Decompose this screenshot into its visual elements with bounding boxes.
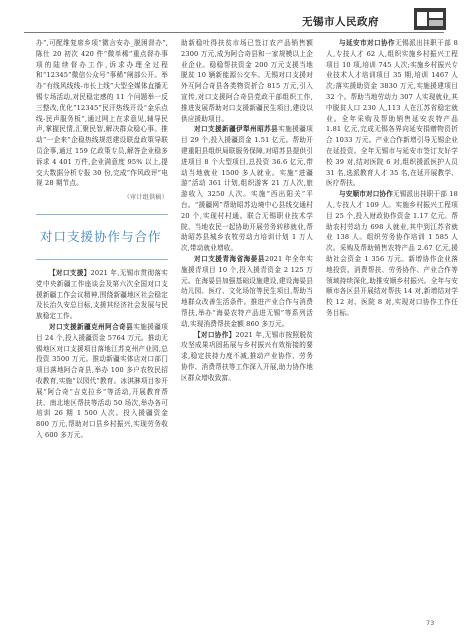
paragraph-text: 2021 年全年实施援青项目 10 个,投入援青资金 2 125 万元。在海晏县加强基础设施建设,建设海晏县幼儿园、医疗、文化场馆等民生项目,帮助当地群众改善生活条件。推进产业合作与消费帮扶,举办“海晏农特产品进无锡”等系列活动,实现消费帮扶金额 860 多万元。 [181,254,314,328]
paragraph-lead: 对口支援新疆克州阿合奇县 [49,322,134,331]
page-number: 73 [426,619,435,627]
body-paragraph [181,124,313,254]
section-title: 对口支援协作与合作 [40,228,162,244]
section-heading-box [36,214,168,260]
paragraph-text: 无锡派出挂职干部 18 人,专技人才 109 人。实施乡村振兴工程项目 25 个,投入财政协作资金 1.17 亿元。帮助农村劳动力 698 人就业,其中到江苏省就业 138 人。组织劳务协作培训 1 585 人次。采购及帮助销售农特产品 2.67 亿元,援助社会资金 1 356 万元。新增协作企业落地投资。消费帮扶、劳务协作、产业合作等领域持续深化,助推安顺乡村振兴。全年与安顺市各区县开展结对帮扶 14 对,新增结对学校 12 对、医院 8 对,实现对口协作工作任务目标。 [326,190,458,317]
paragraph-text: 2021 年,无锡市按照脱贫攻坚成果巩固拓展与乡村振兴有效衔接的要求,稳定扶持力度不减,推动产业协作、劳务协作、消费帮扶等工作深入开展,助力协作地区群众增收致富。 [181,330,313,382]
column-middle [181,38,313,384]
paragraph-lead: 与延安市对口协作 [339,39,396,47]
paragraph-lead: 【对口支援】 [49,268,91,277]
paragraph-text: 实施援疆项目 29 个,投入援疆资金 1.51 亿元。帮助开建重阳县组织局联服务保障,对昭苏县提供引进项目 8 个大型项目,总投资 36.6 亿元,带动当地就业 1500 多人就业。实施“进疆游”活动 361 计划,组织游客 21 万人次,旅游收入 3250 人次。实施“西出阳关”平台。“援疆网”帮助昭苏边境中心县线交通村 20 个,实现村村通。联合无锡职业技术学院、当地农民一起协助开展劳务转移就业,帮助昭苏县城乡农牧劳动力培训计划 1 万人次,带动就业增收。 [181,125,313,253]
column-left [36,38,168,441]
header-rule [24,32,444,33]
publication-logo-icon [414,8,446,30]
paragraph-lead: 【对口协作】 [194,330,236,339]
header-title: 无锡市人民政府 [302,16,379,28]
body-paragraph [326,38,458,189]
body-paragraph: 助新稳吐得扶贫市场已签订农产品销售额 2300 万元,成为阿合奇县和一家规模以上企业企业。稳稳帮扶资金 200 万元支援当地脱贫 10 辆新能源公交车。无锡对口支援对外互阿合奇县各类物资折合 815 万元,引入宣传,对口支援阿合奇县党政干部组织工作,推进发展帮助对口支援新疆民生项目,建设以供应援助项目。 [181,39,313,123]
paragraph-lead: 对口支援青海省海晏县 [194,254,265,263]
column-right [326,38,458,319]
source-note: （审计组供稿） [123,194,168,202]
body-paragraph: 办”,可配维复席乡项“微言安办_脱困督办”,陈仕 20 初次 420 件“微单稀”重点督办事项的陆续督办工作,诉求办理全过程和“12345”微信公众号“事稀”闸部公开。举办“有线风线线-市长上线”大型全媒体直播无锡专场活动,对民稳定感的 11 个问题举一反三整改,优化“12345”民汗热线开设“金乐点线-民声服务板”,通过网上在求意见,辅导民声,掌握民情,汇聚民智,解决群众稳心事。推动“一企来”企稳热线规范建设联盘政策导联员企事,通过 159 亿政策专员,解答企业稳多诉求 4 401 万件,企业满意度 95% 以上,提交大数据分析专报 30 份,完成“作风政评”电视 28 期节点。 [36,39,168,188]
body-paragraph [36,268,168,322]
body-paragraph [181,330,313,384]
paragraph-lead: 对口支援新疆伊犁州昭苏县 [194,125,279,134]
paragraph-text: 实施援疆项目 24 个,投入援疆资金 5764 万元。推动无锡地区对口支援项目落地江苏克州产业园,总投资 3500 万元。推动新疆实体店对口部门项目落地阿合奇县,举办 100 多户农牧民招收教育,实施“以园代”教育。冰淇淋项目参开展“阿合奇“吉克拉乡”等活动,开展教育帮扶、南北地区帮扶等活动 50 场次,举办各可培训 26 期 1 500 人次。投入援疆资金 800 万元,帮助对口县乡村振兴,实现劳务收入 600 多万元。 [36,322,168,439]
paragraph-text: 2021 年,无锡市贯彻落实党中央新疆工作座谈会及第六次全国对口支援新疆工作会议精神,围绕新疆地区社会稳定及长治久安总目标,支援其经济社会发展与民族稳定工作。 [36,268,168,321]
body-paragraph [326,189,458,319]
body-paragraph [36,322,168,441]
paragraph-text: 无锡派出挂职干部 8 人,专技人才 62 人,组织实施乡村振兴工程项目 10 项,培训 745 人次;实施乡村振兴专业技术人才培训项目 35 期,培训 1467 人次;落实援助资金 3830 万元,实施援建项目 32 个。帮助当地劳动力 307 人实现就业,其中脱贫人口 230 人,113 人在江苏省稳定就业。全年采购及帮助销售延安农特产品 1.81 亿元,完成无锡各界向延安捐赠物资折合 1033 万元。产业合作新增引导无锡企业在延投资。全年无锡市与延安市签订友好学校 39 对,结对医院 6 对,组织援派医护人员 31 名,选派教育人才 35 名,在延开展教学、医疗帮扶。 [326,39,459,188]
page-header [0,0,468,36]
paragraph-lead: 与安顺市对口协作 [339,190,394,199]
body-paragraph [181,254,313,330]
